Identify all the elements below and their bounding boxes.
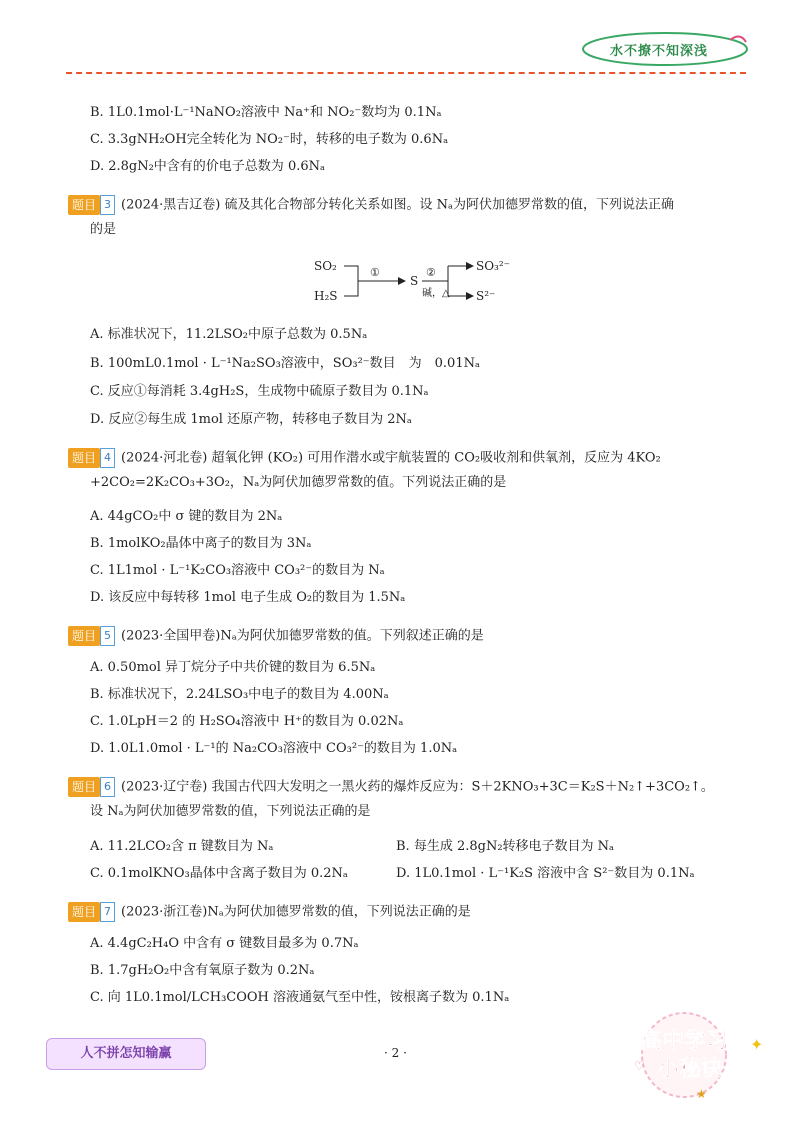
heart-icon: ♡ bbox=[634, 1059, 645, 1073]
diagram-condition: 碱，△ bbox=[422, 288, 450, 299]
option-d: D. 反应②每生成 1mol 还原产物，转移电子数目为 2Nₐ bbox=[90, 412, 412, 427]
option-a: A. 0.50mol 异丁烷分子中共价键的数目为 6.5Nₐ bbox=[90, 660, 376, 675]
option-c: C. 向 1L0.1mol/LCH₃COOH 溶液通氨气至中性，铵根离子数为 0.1Nₐ bbox=[90, 990, 510, 1005]
option-b: B. 100mL0.1mol · L⁻¹Na₂SO₃溶液中，SO₃²⁻数目 为 0.01Nₐ bbox=[90, 356, 480, 371]
diagram-s: S bbox=[410, 274, 419, 288]
option-d: D. 1L0.1mol · L⁻¹K₂S 溶液中含 S²⁻数目为 0.1Nₐ bbox=[396, 866, 695, 881]
sulfur-conversion-diagram bbox=[310, 252, 520, 308]
question-number: 5 bbox=[100, 626, 115, 646]
option-b: B. 每生成 2.8gN₂转移电子数目为 Nₐ bbox=[396, 839, 615, 854]
question-5-stem bbox=[68, 626, 484, 646]
question-tag: 题目 bbox=[68, 777, 100, 797]
diagram-so2: SO₂ bbox=[314, 259, 337, 273]
question-number: 7 bbox=[100, 902, 115, 922]
question-6-stem bbox=[68, 777, 714, 797]
header-motto: 水不撩不知深浅 bbox=[610, 44, 709, 59]
option-a: A. 标准状况下，11.2LSO₂中原子总数为 0.5Nₐ bbox=[90, 327, 368, 342]
star-icon: ★ bbox=[696, 1087, 707, 1100]
option-d: D. 2.8gN₂中含有的价电子总数为 0.6Nₐ bbox=[90, 159, 326, 174]
option-b: B. 1molKO₂晶体中离子的数目为 3Nₐ bbox=[90, 536, 312, 551]
option-a: A. 11.2LCO₂含 π 键数目为 Nₐ bbox=[90, 839, 274, 854]
footer-motto: 人不拼怎知输赢 bbox=[46, 1038, 206, 1070]
question-4-stem-cont: +2CO₂=2K₂CO₃+3O₂，Nₐ为阿伏加德罗常数的值。下列说法正确的是 bbox=[90, 475, 507, 490]
brand-logo bbox=[604, 1010, 764, 1100]
option-a: A. 44gCO₂中 σ 键的数目为 2Nₐ bbox=[90, 509, 283, 524]
question-3-stem bbox=[68, 195, 674, 215]
option-d: D. 1.0L1.0mol · L⁻¹的 Na₂CO₃溶液中 CO₃²⁻的数目为 1.0Nₐ bbox=[90, 741, 458, 756]
question-tag: 题目 bbox=[68, 626, 100, 646]
option-b: B. 标准状况下，2.24LSO₃中电子的数目为 4.00Nₐ bbox=[90, 687, 389, 702]
question-7-stem bbox=[68, 902, 471, 922]
brand-line1: 高中学习 bbox=[639, 1029, 729, 1054]
question-number: 3 bbox=[100, 195, 115, 215]
option-c: C. 1.0LpH＝2 的 H₂SO₄溶液中 H⁺的数目为 0.02Nₐ bbox=[90, 714, 404, 729]
diagram-step2: ② bbox=[426, 266, 436, 279]
question-tag: 题目 bbox=[68, 448, 100, 468]
question-text: (2023·浙江卷)Nₐ为阿伏加德罗常数的值，下列说法正确的是 bbox=[121, 904, 471, 920]
question-tag: 题目 bbox=[68, 902, 100, 922]
option-c: C. 3.3gNH₂OH完全转化为 NO₂⁻时，转移的电子数为 0.6Nₐ bbox=[90, 132, 449, 147]
question-text: (2023·辽宁卷) 我国古代四大发明之一黑火药的爆炸反应为：S＋2KNO₃+3C＝K₂S＋N₂↑+3CO₂↑。 bbox=[121, 779, 714, 795]
question-4-stem bbox=[68, 448, 661, 468]
page-number: · 2 · bbox=[384, 1046, 407, 1060]
question-text: (2024·黑吉辽卷) 硫及其化合物部分转化关系如图。设 Nₐ为阿伏加德罗常数的值，下列说法正确 bbox=[121, 197, 675, 213]
header-divider bbox=[66, 72, 746, 74]
question-text: (2023·全国甲卷)Nₐ为阿伏加德罗常数的值。下列叙述正确的是 bbox=[121, 628, 484, 644]
question-number: 4 bbox=[100, 448, 115, 468]
option-d: D. 该反应中每转移 1mol 电子生成 O₂的数目为 1.5Nₐ bbox=[90, 590, 406, 605]
option-c: C. 反应①每消耗 3.4gH₂S，生成物中硫原子数目为 0.1Nₐ bbox=[90, 384, 429, 399]
sparkle-icon: ✦ bbox=[750, 1035, 764, 1054]
question-3-stem-cont: 的是 bbox=[90, 222, 117, 237]
option-a: A. 4.4gC₂H₄O 中含有 σ 键数目最多为 0.7Nₐ bbox=[90, 936, 359, 951]
diagram-step1: ① bbox=[370, 266, 380, 279]
option-b: B. 1L0.1mol·L⁻¹NaNO₂溶液中 Na⁺和 NO₂⁻数均为 0.1Nₐ bbox=[90, 105, 442, 120]
question-number: 6 bbox=[100, 777, 115, 797]
brand-line2: 小秘诀 bbox=[656, 1057, 724, 1082]
diagram-so3: SO₃²⁻ bbox=[476, 259, 511, 273]
question-tag: 题目 bbox=[68, 195, 100, 215]
question-6-stem-cont: 设 Nₐ为阿伏加德罗常数的值，下列说法正确的是 bbox=[90, 804, 371, 819]
diagram-s2: S²⁻ bbox=[476, 289, 496, 303]
option-c: C. 1L1mol · L⁻¹K₂CO₃溶液中 CO₃²⁻的数目为 Nₐ bbox=[90, 563, 385, 578]
option-c: C. 0.1molKNO₃晶体中含离子数目为 0.2Nₐ bbox=[90, 866, 348, 881]
question-text: (2024·河北卷) 超氧化钾 (KO₂) 可用作潜水或宇航装置的 CO₂吸收剂和供氧剂，反应为 4KO₂ bbox=[121, 450, 661, 466]
option-b: B. 1.7gH₂O₂中含有氧原子数为 0.2Nₐ bbox=[90, 963, 315, 978]
diagram-h2s: H₂S bbox=[314, 289, 338, 303]
